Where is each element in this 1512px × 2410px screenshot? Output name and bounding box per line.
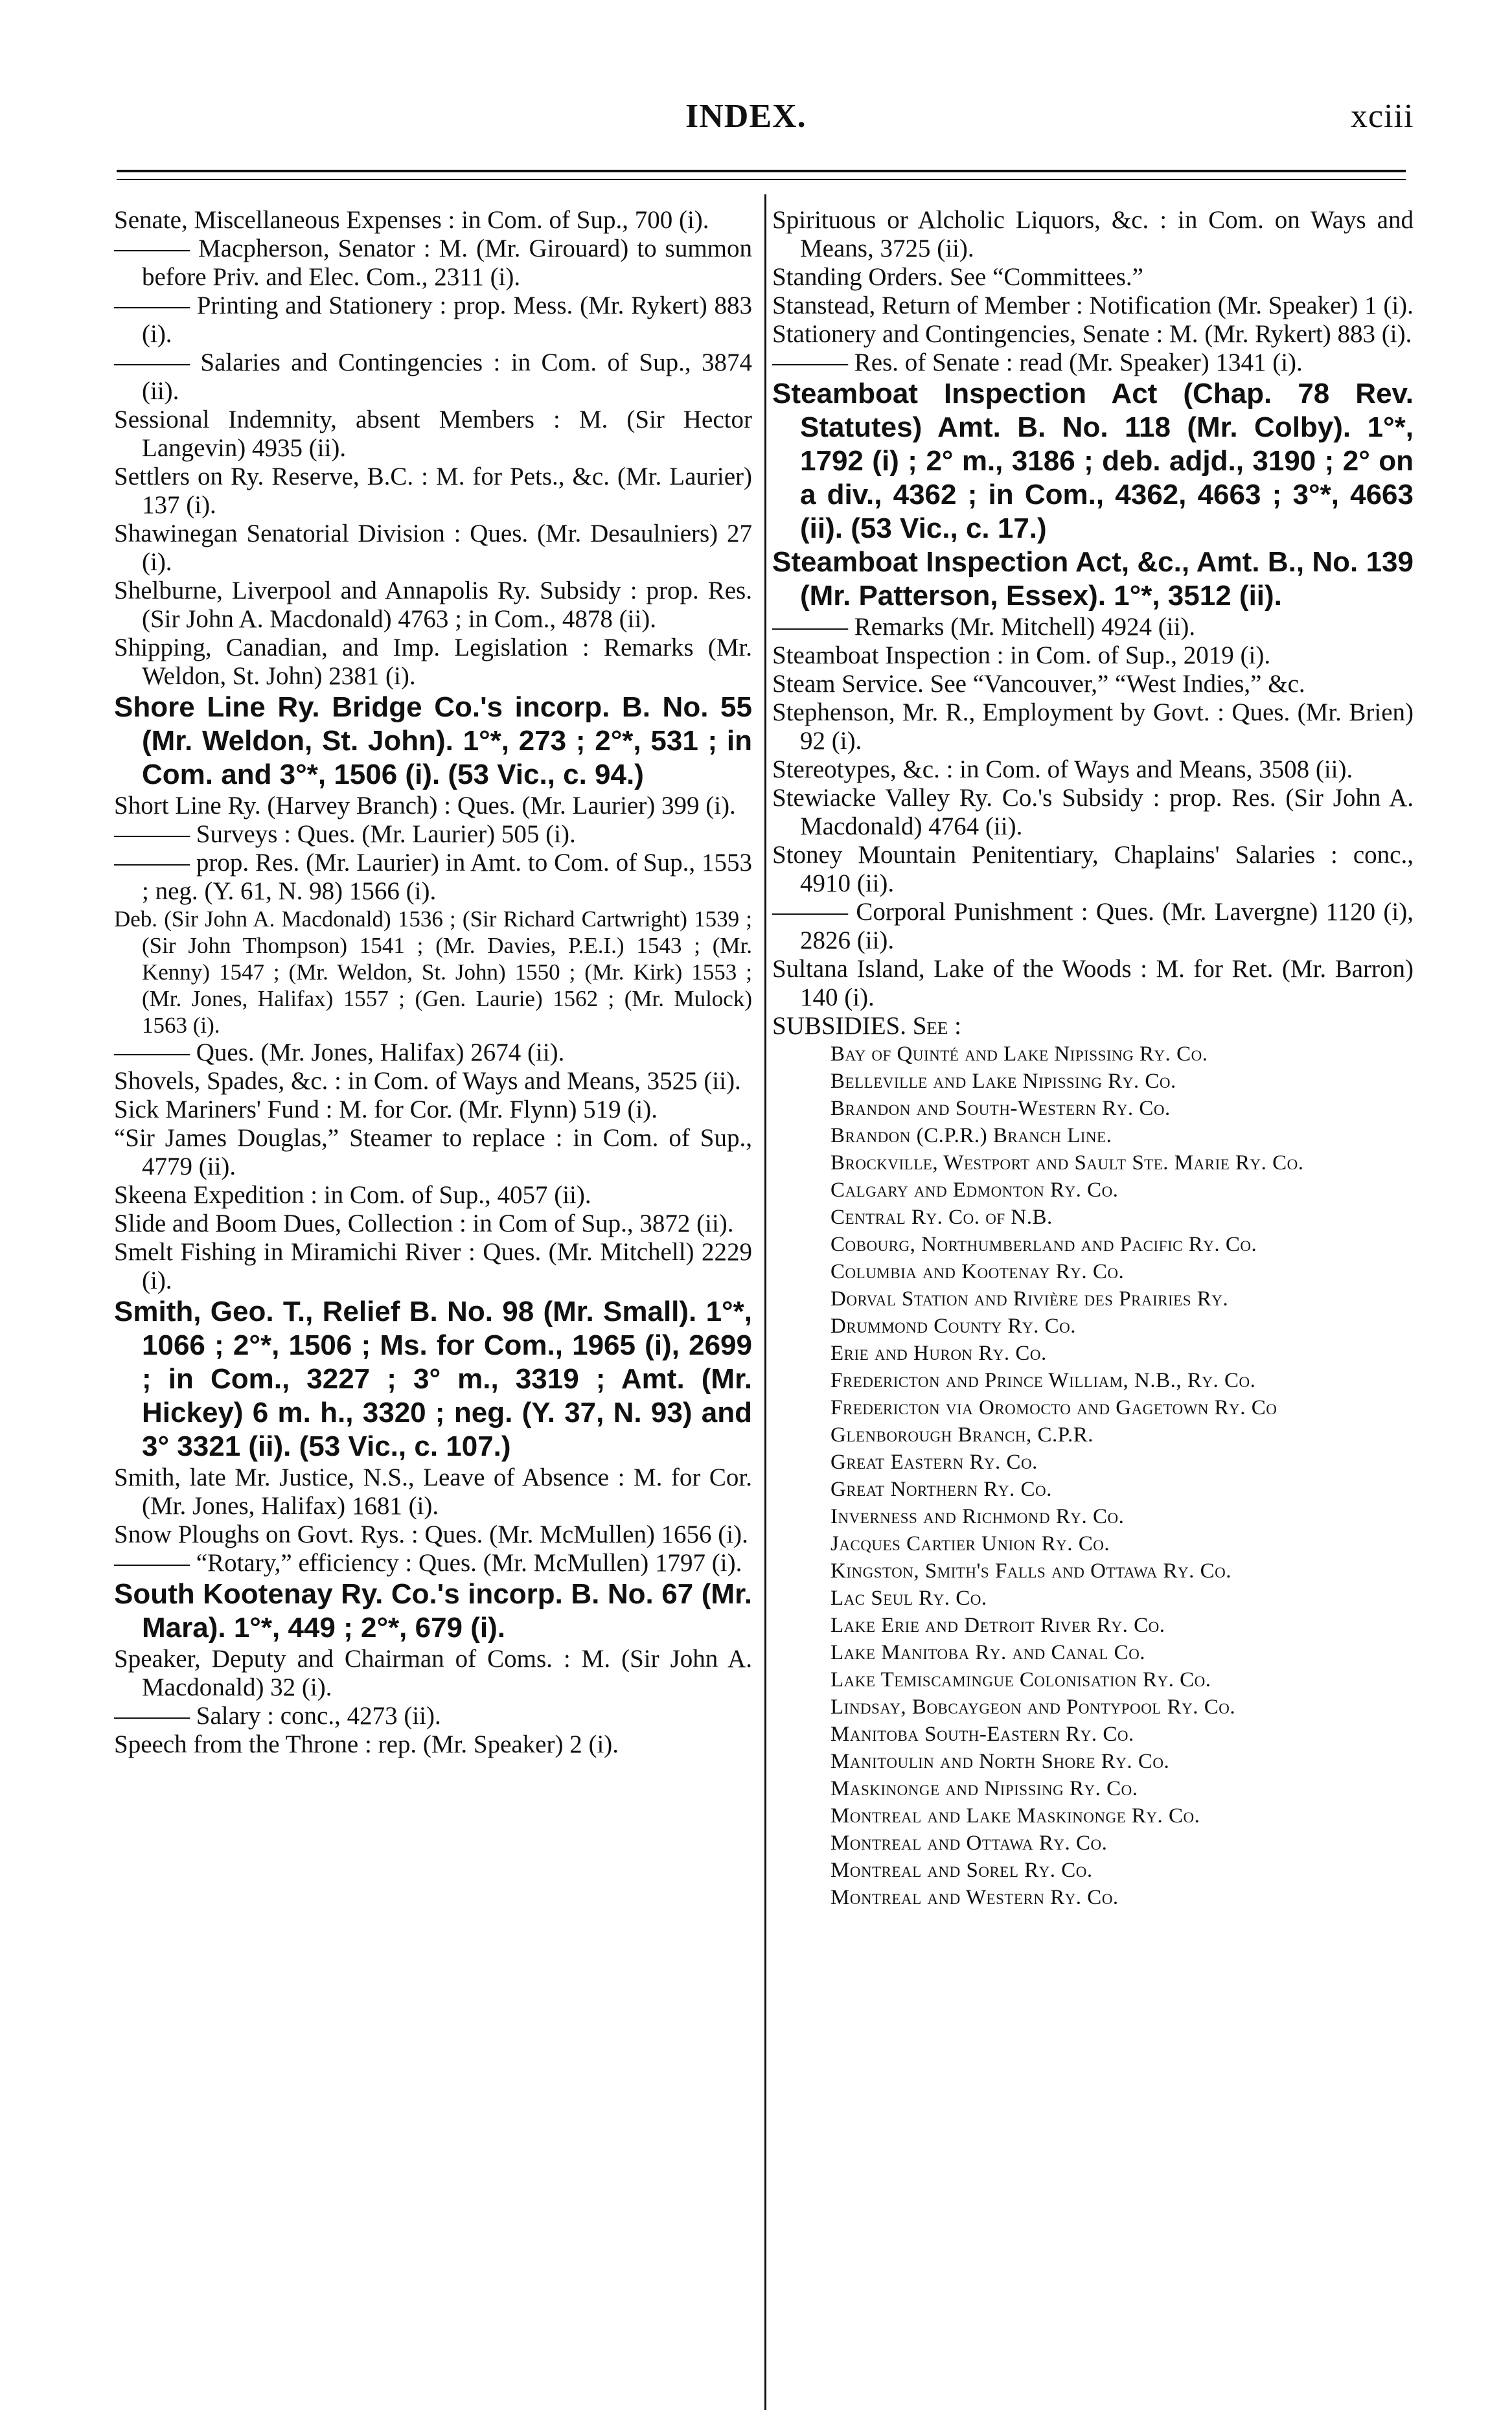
index-entry: Spirituous or Alcholic Liquors, &c. : in Com. on Ways and Means, 3725 (ii). <box>772 206 1414 262</box>
index-entry: Skeena Expedition : in Com. of Sup., 4057 (ii). <box>114 1181 591 1209</box>
subsidy-item: Belleville and Lake Nipissing Ry. Co. <box>830 1070 1176 1093</box>
index-entry: ——— prop. Res. (Mr. Laurier) in Amt. to Com. of Sup., 1553 ; neg. (Y. 61, N. 98) 1566 (i). <box>114 849 752 905</box>
index-entry-bill: Shore Line Ry. Bridge Co.'s incorp. B. No. 55 (Mr. Weldon, St. John). 1°*, 273 ; 2°*, 531 ; in Com. and 3°*, 1506 (i). (53 Vic., c. 94.) <box>114 691 752 790</box>
subsidy-item: Lake Temiscamingue Colonisation Ry. Co. <box>830 1668 1211 1692</box>
index-entry: Steam Service. See “Vancouver,” “West Indies,” &c. <box>772 670 1305 698</box>
subsidy-item: Erie and Huron Ry. Co. <box>830 1342 1047 1365</box>
subsidy-item: Great Eastern Ry. Co. <box>830 1451 1038 1474</box>
index-entry: Shawinegan Senatorial Division : Ques. (Mr. Desaulniers) 27 (i). <box>114 520 752 576</box>
index-entry: Settlers on Ry. Reserve, B.C. : M. for Pets., &c. (Mr. Laurier) 137 (i). <box>114 463 752 519</box>
index-entry: ——— Salaries and Contingencies : in Com. of Sup., 3874 (ii). <box>114 349 752 405</box>
right-column <box>772 206 1414 1911</box>
index-entry-bill: South Kootenay Ry. Co.'s incorp. B. No. 67 (Mr. Mara). 1°*, 449 ; 2°*, 679 (i). <box>114 1578 752 1644</box>
index-entry: Sick Mariners' Fund : M. for Cor. (Mr. Flynn) 519 (i). <box>114 1096 658 1123</box>
subsidy-item: Lake Erie and Detroit River Ry. Co. <box>830 1614 1165 1637</box>
index-entry: Stewiacke Valley Ry. Co.'s Subsidy : prop. Res. (Sir John A. Macdonald) 4764 (ii). <box>772 784 1414 840</box>
subsidy-item: Glenborough Branch, C.P.R. <box>830 1423 1094 1447</box>
subsidy-item: Inverness and Richmond Ry. Co. <box>830 1505 1125 1528</box>
index-entry: Senate, Miscellaneous Expenses : in Com. of Sup., 700 (i). <box>114 206 709 234</box>
subsidy-item: Maskinonge and Nipissing Ry. Co. <box>830 1777 1138 1800</box>
subsidy-item: Lake Manitoba Ry. and Canal Co. <box>830 1641 1146 1664</box>
index-entry-bill: Smith, Geo. T., Relief B. No. 98 (Mr. Small). 1°*, 1066 ; 2°*, 1506 ; Ms. for Com., 1965 (i), 2699 ; in Com., 3227 ; 3° m., 3319 ; Amt. (Mr. Hickey) 6 m. h., 3320 ; neg. (Y. 37, N. 93) and 3° 3321 (ii). (53 Vic., c. 107.) <box>114 1296 752 1462</box>
index-entry: Shelburne, Liverpool and Annapolis Ry. Subsidy : prop. Res. (Sir John A. Macdonald) 4763 ; in Com., 4878 (ii). <box>114 577 752 633</box>
index-entry: Stanstead, Return of Member : Notification (Mr. Speaker) 1 (i). <box>772 292 1414 319</box>
index-entry: ——— Res. of Senate : read (Mr. Speaker) 1341 (i). <box>772 349 1303 376</box>
subsidy-item: Fredericton via Oromocto and Gagetown Ry. Co <box>830 1396 1277 1419</box>
index-entry: Standing Orders. See “Committees.” <box>772 263 1143 291</box>
index-entry: Speech from the Throne : rep. (Mr. Speaker) 2 (i). <box>114 1730 619 1758</box>
index-entry: Sultana Island, Lake of the Woods : M. for Ret. (Mr. Barron) 140 (i). <box>772 955 1414 1011</box>
index-entry: Shovels, Spades, &c. : in Com. of Ways and Means, 3525 (ii). <box>114 1067 741 1095</box>
index-entry-bill: Steamboat Inspection Act, &c., Amt. B., No. 139 (Mr. Patterson, Essex). 1°*, 3512 (ii). <box>772 546 1414 612</box>
index-entry: Stationery and Contingencies, Senate : M. (Mr. Rykert) 883 (i). <box>772 320 1412 348</box>
subsidy-item: Dorval Station and Rivière des Prairies Ry. <box>830 1287 1229 1311</box>
subsidy-item: Manitoba South-Eastern Ry. Co. <box>830 1723 1134 1746</box>
header-rule <box>117 179 1406 180</box>
subsidy-item: Calgary and Edmonton Ry. Co. <box>830 1178 1119 1202</box>
subsidy-item: Lindsay, Bobcaygeon and Pontypool Ry. Co. <box>830 1695 1236 1719</box>
subsidy-item: Fredericton and Prince William, N.B., Ry. Co. <box>830 1369 1256 1392</box>
subsidy-item: Drummond County Ry. Co. <box>830 1314 1077 1338</box>
subsidy-item: Montreal and Western Ry. Co. <box>830 1886 1119 1909</box>
subsidy-item: Cobourg, Northumberland and Pacific Ry. Co. <box>830 1233 1257 1256</box>
subsidy-item: Kingston, Smith's Falls and Ottawa Ry. Co. <box>830 1559 1232 1583</box>
index-entry: “Sir James Douglas,” Steamer to replace : in Com. of Sup., 4779 (ii). <box>114 1124 752 1180</box>
index-entry-debate: Deb. (Sir John A. Macdonald) 1536 ; (Sir Richard Cartwright) 1539 ; (Sir John Thompson) 1541 ; (Mr. Davies, P.E.I.) 1543 ; (Mr. Kenny) 1547 ; (Mr. Weldon, St. John) 1550 ; (Mr. Kirk) 1553 ; (Mr. Jones, Halifax) 1557 ; (Gen. Laurie) 1562 ; (Mr. Mulock) 1563 (i). <box>114 906 752 1038</box>
index-entry: ——— Salary : conc., 4273 (ii). <box>114 1702 441 1730</box>
subsidies-list <box>772 1040 1414 1911</box>
subsidy-item: Bay of Quinté and Lake Nipissing Ry. Co. <box>830 1042 1208 1066</box>
index-entry: ——— Ques. (Mr. Jones, Halifax) 2674 (ii). <box>114 1039 565 1066</box>
subsidy-item: Lac Seul Ry. Co. <box>830 1587 987 1610</box>
index-entry: Sessional Indemnity, absent Members : M. (Sir Hector Langevin) 4935 (ii). <box>114 406 752 462</box>
index-entry: ——— Printing and Stationery : prop. Mess. (Mr. Rykert) 883 (i). <box>114 292 752 348</box>
index-entry: Short Line Ry. (Harvey Branch) : Ques. (Mr. Laurier) 399 (i). <box>114 792 736 820</box>
subsidy-item: Brandon and South-Western Ry. Co. <box>830 1097 1171 1120</box>
subsidy-item: Brockville, Westport and Sault Ste. Marie Ry. Co. <box>830 1151 1304 1175</box>
subsidy-item: Montreal and Sorel Ry. Co. <box>830 1859 1093 1882</box>
subsidy-item: Montreal and Lake Maskinonge Ry. Co. <box>830 1804 1200 1828</box>
index-entry: Smelt Fishing in Miramichi River : Ques. (Mr. Mitchell) 2229 (i). <box>114 1238 752 1294</box>
subsidy-item: Columbia and Kootenay Ry. Co. <box>830 1260 1125 1283</box>
subsidy-item: Great Northern Ry. Co. <box>830 1478 1052 1501</box>
subsidy-item: Jacques Cartier Union Ry. Co. <box>830 1532 1110 1555</box>
index-entry: ——— Surveys : Ques. (Mr. Laurier) 505 (i). <box>114 820 576 848</box>
index-entry: Snow Ploughs on Govt. Rys. : Ques. (Mr. McMullen) 1656 (i). <box>114 1521 748 1548</box>
index-entry: ——— “Rotary,” efficiency : Ques. (Mr. McMullen) 1797 (i). <box>114 1549 742 1577</box>
left-column <box>114 206 752 1759</box>
index-entry: Speaker, Deputy and Chairman of Coms. : M. (Sir John A. Macdonald) 32 (i). <box>114 1645 752 1701</box>
index-entry: Steamboat Inspection : in Com. of Sup., 2019 (i). <box>772 641 1271 669</box>
subsidy-item: Manitoulin and North Shore Ry. Co. <box>830 1750 1170 1773</box>
index-entry: Smith, late Mr. Justice, N.S., Leave of Absence : M. for Cor. (Mr. Jones, Halifax) 1681 (i). <box>114 1463 752 1520</box>
index-entry: Slide and Boom Dues, Collection : in Com of Sup., 3872 (ii). <box>114 1210 734 1237</box>
page-title: INDEX. <box>685 98 807 135</box>
index-entry: Shipping, Canadian, and Imp. Legislation : Remarks (Mr. Weldon, St. John) 2381 (i). <box>114 634 752 690</box>
index-entry: ——— Remarks (Mr. Mitchell) 4924 (ii). <box>772 613 1196 641</box>
column-divider <box>764 194 766 2410</box>
page-number: xciii <box>1351 98 1414 135</box>
index-entry: Stoney Mountain Penitentiary, Chaplains' Salaries : conc., 4910 (ii). <box>772 841 1414 897</box>
index-entry: Stereotypes, &c. : in Com. of Ways and Means, 3508 (ii). <box>772 755 1353 783</box>
subsidy-item: Brandon (C.P.R.) Branch Line. <box>830 1124 1112 1147</box>
subsidy-item: Central Ry. Co. of N.B. <box>830 1206 1053 1229</box>
subsidies-heading: SUBSIDIES. See : <box>772 1012 961 1040</box>
header-rule <box>117 170 1406 172</box>
subsidy-item: Montreal and Ottawa Ry. Co. <box>830 1831 1108 1855</box>
index-entry: ——— Macpherson, Senator : M. (Mr. Girouard) to summon before Priv. and Elec. Com., 2311 (i). <box>114 235 752 291</box>
index-entry: Stephenson, Mr. R., Employment by Govt. : Ques. (Mr. Brien) 92 (i). <box>772 698 1414 755</box>
index-entry: ——— Corporal Punishment : Ques. (Mr. Lavergne) 1120 (i), 2826 (ii). <box>772 898 1414 954</box>
index-entry-bill: Steamboat Inspection Act (Chap. 78 Rev. Statutes) Amt. B. No. 118 (Mr. Colby). 1°*, 1792 (i) ; 2° m., 3186 ; deb. adjd., 3190 ; 2° on a div., 4362 ; in Com., 4362, 4663 ; 3°*, 4663 (ii). (53 Vic., c. 17.) <box>772 378 1414 544</box>
